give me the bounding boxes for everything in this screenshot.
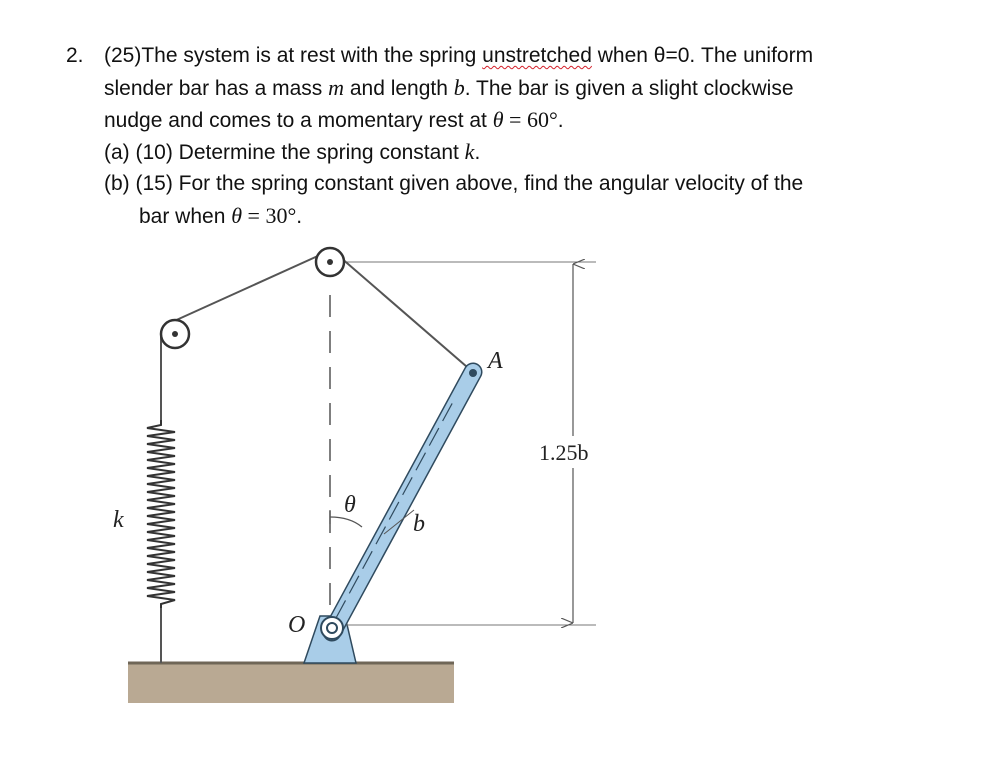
label-A: A [488, 348, 503, 374]
label-O: O [288, 612, 306, 638]
problem-line-1: (25)The system is at rest with the spring unstretched when θ=0. The uniform [104, 44, 814, 67]
part-b-continued: bar when θ = 30°. [139, 203, 303, 228]
part-b: (b) (15) For the spring constant given above, find the angular velocity of the [104, 172, 804, 195]
ground [128, 663, 454, 703]
cable-left-pulley-to-top-pulley [172, 255, 320, 322]
end-A-pin [469, 369, 477, 377]
part-a: (a) (10) Determine the spring constant k. [104, 139, 481, 164]
theta-arc [330, 517, 362, 527]
left-pulley-axle [172, 331, 178, 337]
label-k: k [113, 507, 124, 533]
label-b: b [413, 511, 425, 537]
spring [147, 420, 175, 608]
dimension-label: 1.25b [539, 440, 589, 465]
pivot-pin-inner [327, 623, 337, 633]
label-theta: θ [344, 492, 356, 518]
problem-line-3: nudge and comes to a momentary rest at θ = 60°. [104, 107, 564, 132]
spellcheck-word: unstretched [482, 44, 592, 67]
problem-line-2: slender bar has a mass m and length b. The bar is given a slight clockwise [104, 75, 794, 100]
top-pulley-axle [327, 259, 333, 265]
problem-number: 2. [66, 44, 84, 67]
cable-top-pulley-to-A [340, 257, 474, 373]
